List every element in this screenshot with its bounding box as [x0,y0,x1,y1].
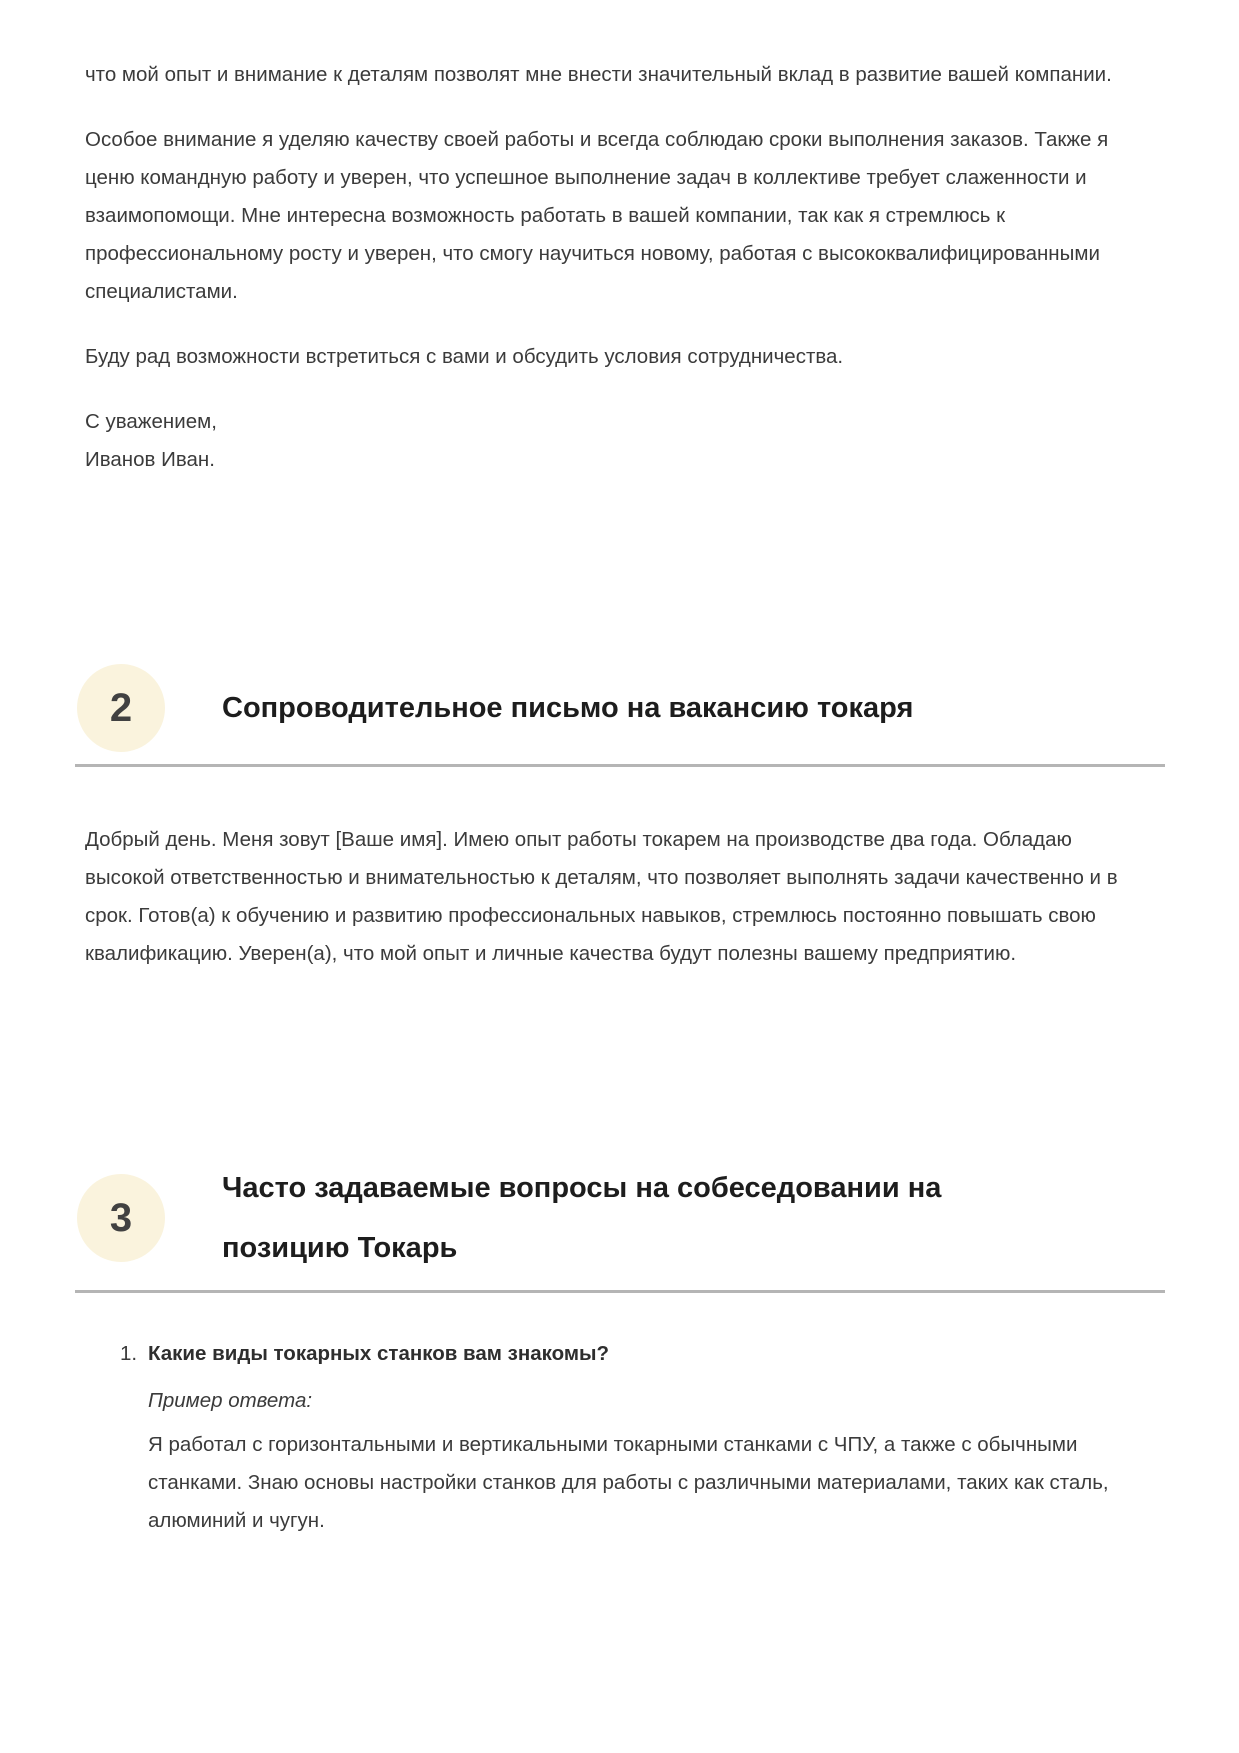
faq-answer: Я работал с горизонтальными и вертикальными токарными станками с ЧПУ, а также с обычными станками. Знаю основы настройки станков для работы с различными материалами, таких как сталь, алюминий и чугун. [148,1433,1109,1532]
section-divider [75,764,1165,767]
faq-item-content [148,1335,1155,1540]
letter-paragraph: Буду рад возможности встретиться с вами и обсудить условия сотрудничества. [85,345,844,368]
signoff-greeting: С уважением, [85,410,217,433]
faq-item-number: 1. [120,1342,138,1365]
section-title: Сопроводительное письмо на вакансию токаря [222,692,914,724]
faq-item [120,1335,1155,1540]
faq-question: Какие виды токарных станков вам знакомы? [148,1342,610,1365]
faq-answer-label: Пример ответа: [148,1389,313,1412]
section-title: Часто задаваемые вопросы на собеседовании на позицию Токарь [222,1172,942,1264]
section-number: 2 [109,685,133,730]
letter-signoff [85,403,1155,479]
section-header [77,1158,1155,1278]
letter-paragraph: Особое внимание я уделяю качеству своей работы и всегда соблюдаю сроки выполнения заказов. Также я ценю командную работу и уверен, что успешное выполнение задач в коллективе требует слаженности и взаимопомощи. Мне интересна возможность работать в вашей компании, так как я стремлюсь к профессиональному росту и уверен, что смогу научиться новому, работая с высококвалифицированными специалистами. [85,128,1109,303]
faq-list [85,1335,1155,1540]
section-divider [75,1290,1165,1293]
section-number-badge [77,664,165,752]
section-number-badge [77,1174,165,1262]
letter-paragraph: что мой опыт и внимание к деталям позволят мне внести значительный вклад в развитие вашей компании. [85,63,1112,86]
section-cover-letter [85,664,1155,973]
section-body-paragraph: Добрый день. Меня зовут [Ваше имя]. Имею опыт работы токарем на производстве два года. Обладаю высокой ответственностью и внимательностью к деталям, что позволяет выполнять задачи качественно и в срок. Готов(а) к обучению и развитию профессиональных навыков, стремлюсь постоянно повышать свою квалификацию. Уверен(а), что мой опыт и личные качества будут полезны вашему предприятию. [85,828,1118,965]
section-faq [85,1158,1155,1540]
section-header [77,664,1155,752]
section-number: 3 [109,1195,133,1240]
signoff-name: Иванов Иван. [85,448,215,471]
